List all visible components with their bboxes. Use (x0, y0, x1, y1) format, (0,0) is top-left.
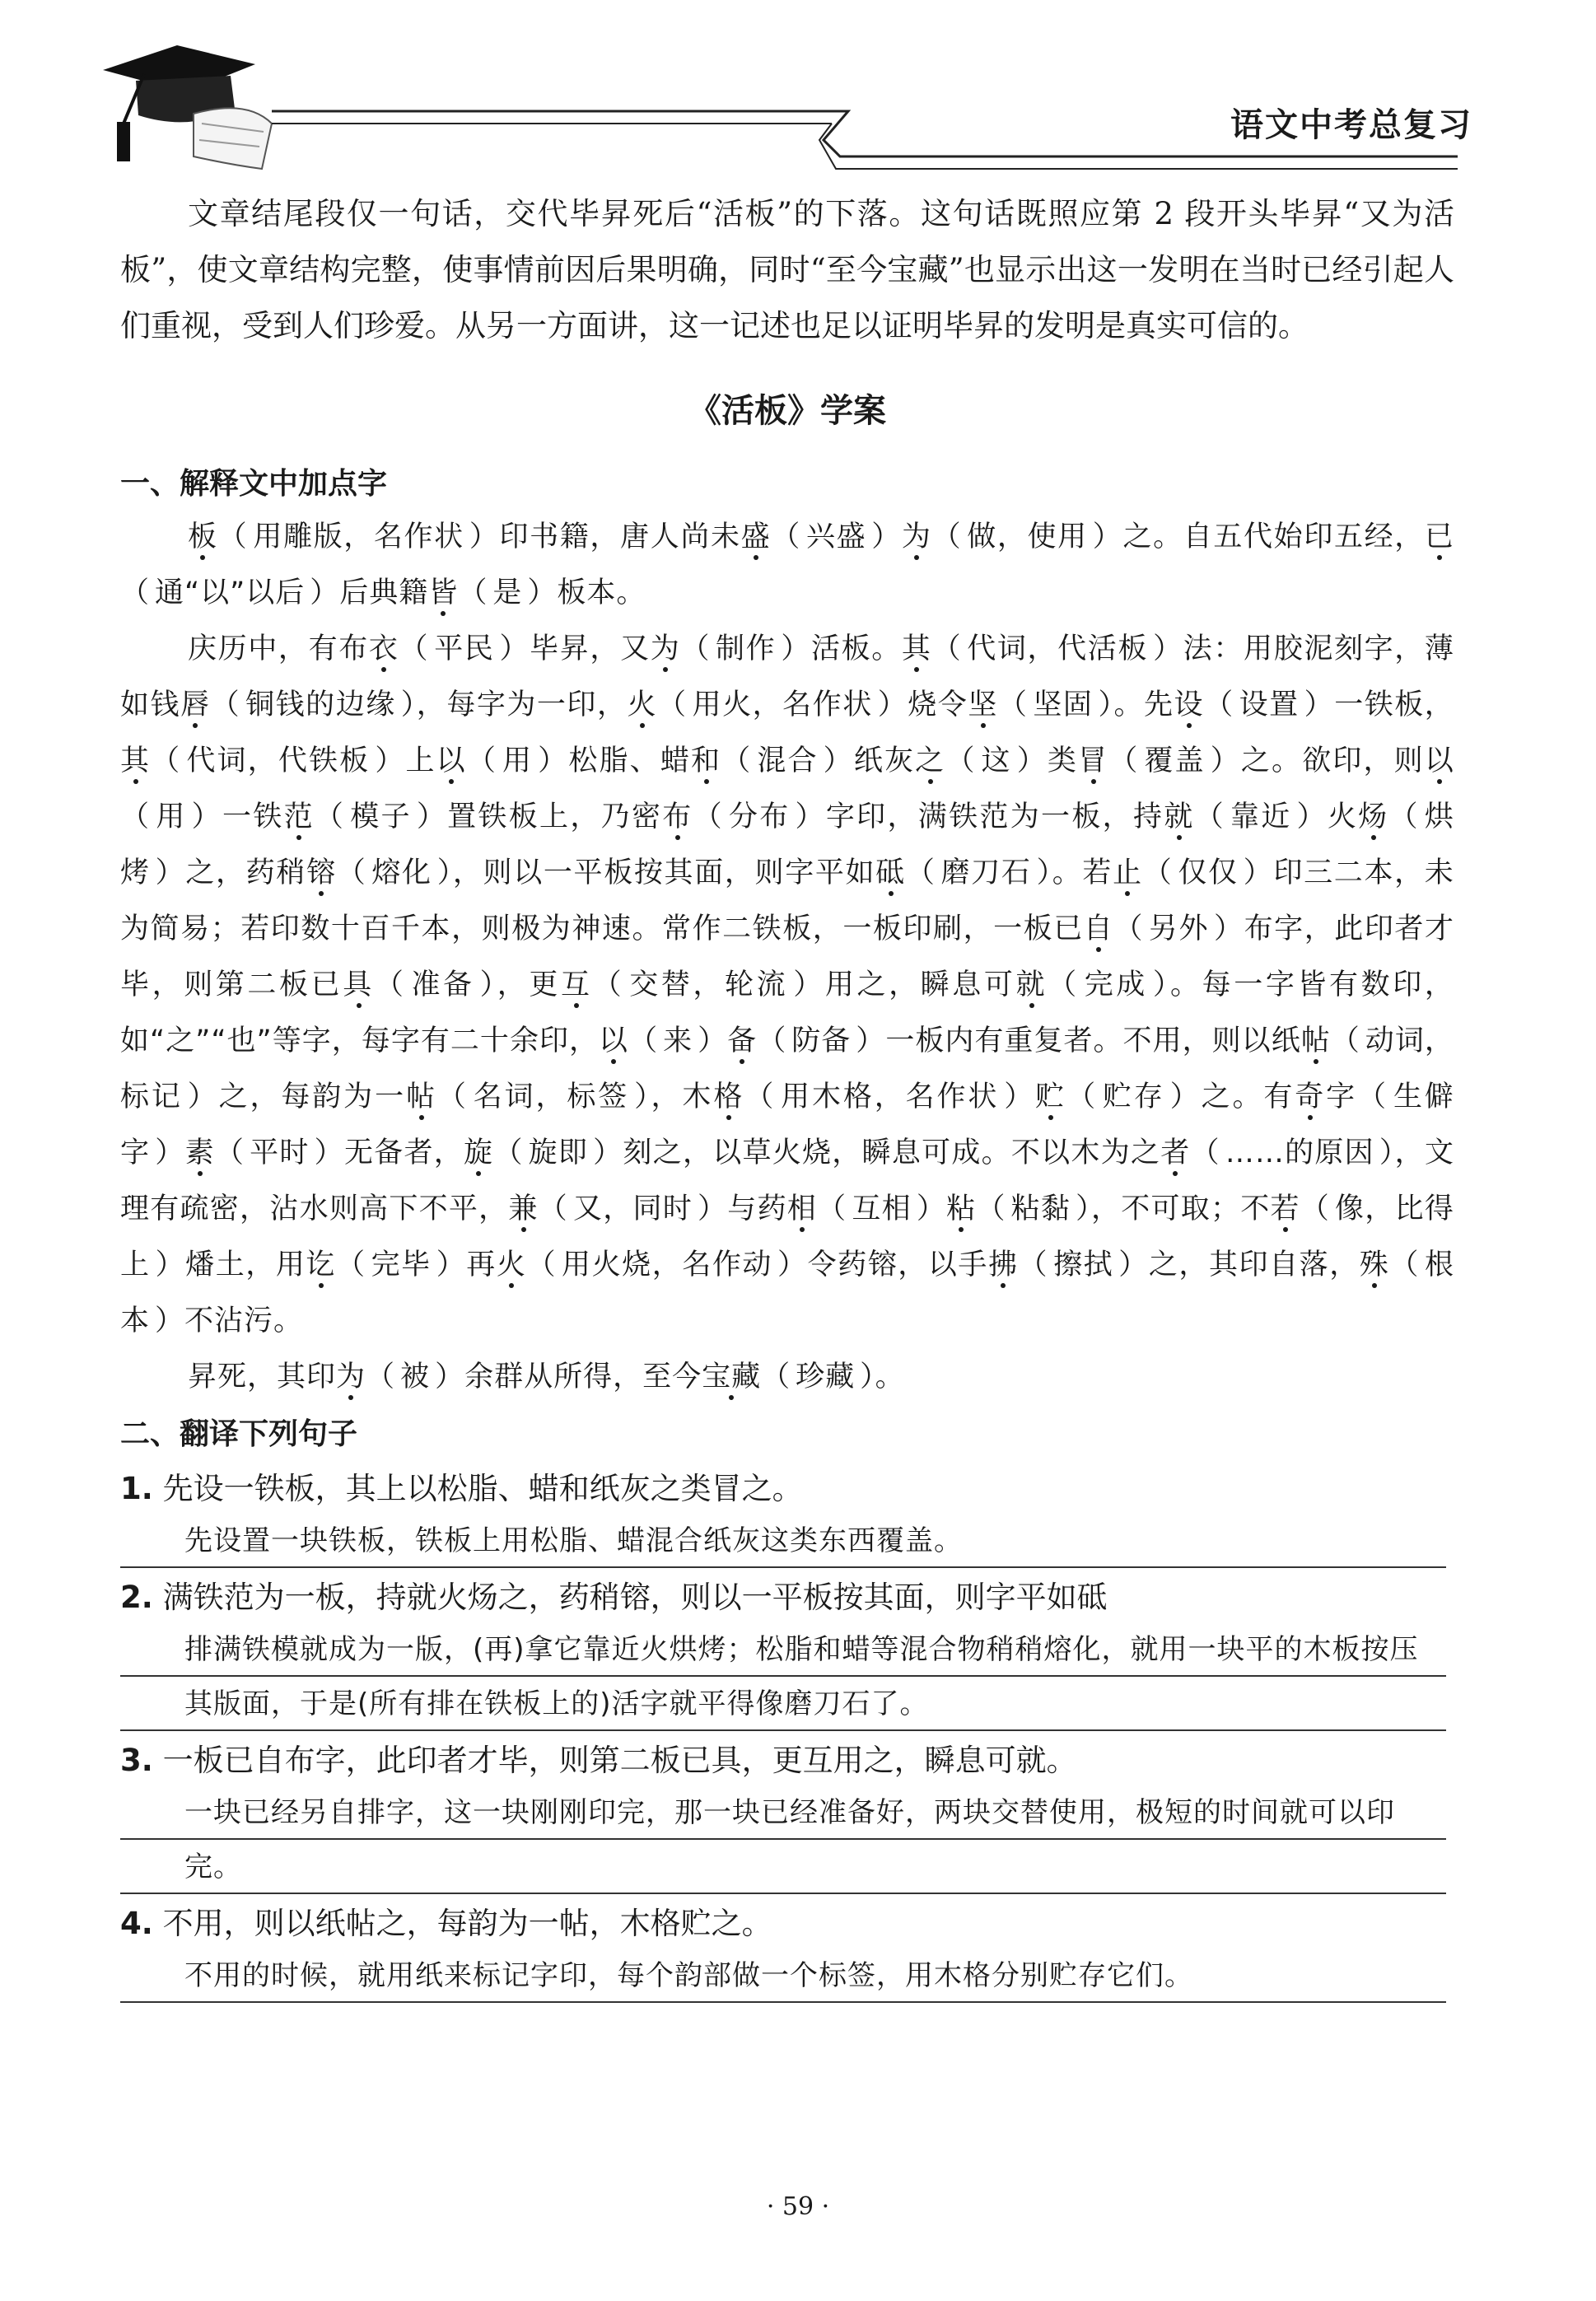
filled-answer: 代词，代铁板 (186, 744, 371, 777)
filled-answer: 根本 (120, 1249, 1454, 1337)
filled-answer: 平时 (250, 1136, 310, 1169)
question-number: 2. (120, 1580, 153, 1615)
filled-answer: 这 (981, 744, 1012, 777)
filled-answer: 通“以”以后 (155, 576, 306, 609)
text-segment: 再 (466, 1249, 497, 1281)
section1-para2 (120, 621, 1454, 1349)
text-segment: 纸灰 (853, 744, 916, 777)
answer-blank: （ 准备 ） (374, 968, 497, 1001)
dotted-char: 设 (1174, 688, 1205, 721)
filled-answer: 完成 (1084, 968, 1148, 1001)
dotted-char: 帖 (405, 1080, 437, 1113)
question-text: 一板已自布字，此印者才毕，则第二板已具，更互用之，瞬息可就。 (162, 1743, 1077, 1778)
answer-blank: （ 平时 ） (214, 1136, 344, 1169)
filled-answer: 交替，轮流 (629, 968, 789, 1001)
filled-answer: 用火烧，名作动 (562, 1249, 772, 1281)
text-segment: ，更 (497, 968, 561, 1001)
filled-answer: 贮存 (1102, 1080, 1165, 1113)
question-text: 满铁范为一板，持就火炀之，药稍镕，则以一平板按其面，则字平如砥 (162, 1580, 1108, 1615)
dotted-char: 已 (1424, 520, 1454, 553)
dotted-char: 之 (915, 744, 946, 777)
text-segment: 之，其印自落， (1148, 1249, 1360, 1281)
text-segment: 印书籍，唐人尚未 (499, 520, 741, 553)
filled-answer: 生僻字 (120, 1080, 1454, 1169)
answer-blank: （ 根本 ） (120, 1249, 1454, 1337)
text-segment: 字 (1326, 1080, 1358, 1113)
dotted-char: 格 (713, 1080, 745, 1113)
text-segment: 用之，瞬息可 (824, 968, 1016, 1001)
dotted-char: 炀 (1358, 800, 1389, 833)
book-title: 语文中考总复习 (1230, 105, 1472, 144)
answer-blank: （ 另外 ） (1113, 912, 1244, 945)
filled-answer: 珍藏 (796, 1361, 856, 1393)
answer-text: 不用的时候，就用纸来标记字印，每个韵部做一个标签，用木格分别贮存它们。 (120, 1949, 1446, 2003)
filled-answer: 被 (400, 1361, 431, 1393)
dotted-char: 贮 (1035, 1080, 1067, 1113)
answer-blank: （ 名词，标签 ） (436, 1080, 651, 1113)
filled-answer: 熔化 (371, 856, 432, 889)
filled-answer: 用木格，名作状 (781, 1080, 1000, 1113)
section1-para1 (120, 509, 1454, 621)
filled-answer: 代词，代活板 (967, 632, 1149, 665)
text-segment: 印三二本，未为简易；若印数十百千本，则极为神速。常作二铁板，一板印刷，一板已 (120, 856, 1454, 945)
answer-blank: （ 用 ） (120, 800, 222, 833)
text-segment: 刻之，以草火烧，瞬息可成。不以木为之 (623, 1136, 1161, 1169)
text-segment: 余群从所得，至今 (464, 1361, 702, 1393)
dotted-char: 互 (561, 968, 593, 1001)
answer-blank: （ 防备 ） (757, 1024, 886, 1057)
filled-answer: 靠近 (1230, 800, 1292, 833)
answer-blank: （ 用木格，名作状 ） (744, 1080, 1036, 1113)
answer-blank: （ 模子 ） (314, 800, 448, 833)
filled-answer: 用雕版，名作状 (253, 520, 464, 553)
filled-answer: 用 (156, 800, 187, 833)
answer-text: 一块已经另自排字，这一块刚刚印完，那一块已经准备好，两块交替使用，极短的时间就可以印完。 (120, 1785, 1446, 1894)
dotted-char: 衣 (368, 632, 399, 665)
dotted-char: 布 (662, 800, 693, 833)
answer-blank: （ 珍藏 ） (761, 1361, 875, 1393)
dotted-char: 和 (691, 744, 722, 777)
text-segment: 之。欲印，则 (1240, 744, 1425, 777)
answer-blank: （ 坚固 ） (997, 688, 1114, 721)
dotted-char: 坚 (968, 688, 998, 721)
answer-blank: （ 这 ） (945, 744, 1048, 777)
text-segment: 之，每韵为一 (218, 1080, 406, 1113)
section1-para3 (120, 1349, 1454, 1405)
filled-answer: 防备 (791, 1024, 852, 1057)
question-number: 3. (120, 1743, 153, 1778)
dotted-char: 兼 (508, 1193, 539, 1225)
dotted-char: 就 (1164, 800, 1195, 833)
text-segment: 。若 (1052, 856, 1113, 889)
filled-answer: 兴盛 (805, 520, 867, 553)
answer-blank: （ 做，使用 ） (931, 520, 1123, 553)
dotted-char: 火 (496, 1249, 527, 1281)
question-number: 4. (120, 1906, 153, 1941)
filled-answer: 擦拭 (1053, 1249, 1114, 1281)
translation-item (120, 1736, 1454, 1894)
text-segment: ，木 (651, 1080, 714, 1113)
filled-answer: 粘黏 (1010, 1193, 1071, 1225)
dotted-char: 具 (343, 968, 375, 1001)
text-segment: 。每一字皆有数印，如“之”“也”等字，每字有二十余印， (120, 968, 1454, 1057)
answer-blank: （ 烘烤 ） (120, 800, 1454, 889)
graduation-cap-icon (103, 45, 272, 169)
dotted-char: 火 (627, 688, 658, 721)
dotted-char: 宝藏 (702, 1361, 762, 1393)
answer-blank: （ 是 ） (458, 576, 558, 609)
dotted-char: 讫 (306, 1249, 336, 1281)
text-segment: 板本。 (557, 576, 646, 609)
text-segment: 一板内有重复者。不用，则以纸 (885, 1024, 1301, 1057)
dotted-char: 唇 (180, 688, 211, 721)
text-segment: 之。有 (1201, 1080, 1295, 1113)
answer-blank: （ 用雕版，名作状 ） (217, 520, 500, 553)
answer-blank: （ 代词，代铁板 ） (151, 744, 406, 777)
dotted-char: 范 (283, 800, 315, 833)
answer-blank: （ 生僻字 ） (120, 1080, 1454, 1169)
text-segment: 活板。 (810, 632, 902, 665)
dotted-char: 以 (1424, 744, 1454, 777)
answer-blank: （ 来 ） (628, 1024, 728, 1057)
dotted-char: 止 (1113, 856, 1143, 889)
answer-blank: （ 用火烧，名作动 ） (526, 1249, 808, 1281)
filled-answer: 像，比得上 (120, 1193, 1454, 1281)
dotted-char: 镕 (306, 856, 337, 889)
text-segment: 法：用胶泥刻字，薄如钱 (120, 632, 1454, 721)
dotted-char: 板 (188, 520, 218, 553)
filled-answer: 来 (663, 1024, 693, 1057)
filled-answer: 铜钱的边缘 (245, 688, 396, 721)
filled-answer: 做，使用 (967, 520, 1088, 553)
filled-answer: 混合 (757, 744, 819, 777)
intro-paragraph: 文章结尾段仅一句话，交代毕昇死后“活板”的下落。这句话既照应第 2 段开头毕昇“又为活板”，使文章结构完整，使事情前因后果明确，同时“至今宝藏”也显示出这一发明在当时已经引起人们重视，受到人们珍爱。从另一方面讲，这一记述也足以证明毕昇的发明是真实可信的。 (120, 196, 1454, 343)
text-segment: 布字，此印者才毕，则第二板已 (120, 912, 1454, 1001)
answer-blank: （ 用火，名作状 ） (657, 688, 908, 721)
answer-blank: （ 仅仅 ） (1142, 856, 1274, 889)
dotted-char: 帖 (1300, 1024, 1331, 1057)
dotted-char: 为 (901, 520, 932, 553)
dotted-char: 盛 (740, 520, 772, 553)
dotted-char: 以 (436, 744, 467, 777)
answer-blank: （ 完成 ） (1048, 968, 1171, 1001)
dotted-char: 为 (336, 1361, 366, 1393)
dotted-char: 素 (184, 1136, 215, 1169)
dotted-char: 相 (786, 1193, 818, 1225)
translation-list (120, 1464, 1454, 2003)
answer-blank: （ 粘黏 ） (976, 1193, 1091, 1225)
dotted-char: 自 (1083, 912, 1114, 945)
text-segment: 不沾污。 (184, 1305, 304, 1337)
page-number: · 59 · (766, 2192, 830, 2221)
text-segment: 令药镕，以手 (807, 1249, 988, 1281)
filled-answer: 分布 (728, 800, 791, 833)
answer-blank: （ 被 ） (366, 1361, 465, 1393)
translation-item (120, 1464, 1454, 1568)
filled-answer: 模子 (350, 800, 412, 833)
dotted-char: 拂 (987, 1249, 1019, 1281)
filled-answer: 互相 (852, 1193, 912, 1225)
answer-blank: （ 像，比得上 ） (120, 1193, 1454, 1281)
answer-blank: （ 分布 ） (693, 800, 826, 833)
text-segment: 。 (875, 1361, 905, 1393)
text-segment: 庆历中，有布 (188, 632, 369, 665)
dotted-char: 其 (901, 632, 932, 665)
question-text: 先设一铁板，其上以松脂、蜡和纸灰之类冒之。 (162, 1471, 803, 1506)
text-segment: 之，药稍 (185, 856, 307, 889)
answer-blank: （ ……的原因 ） (1190, 1136, 1395, 1169)
dotted-char: 为 (650, 632, 681, 665)
answer-blank: （ 旋即 ） (493, 1136, 623, 1169)
translation-item (120, 1573, 1454, 1731)
filled-answer: 平民 (434, 632, 495, 665)
text-segment: 昇死，其印 (188, 1361, 337, 1393)
text-segment: 置铁板上，乃密 (447, 800, 663, 833)
question-text: 不用，则以纸帖之，每韵为一帖，木格贮之。 (162, 1906, 772, 1941)
text-segment: 火 (1327, 800, 1359, 833)
answer-blank: （ 靠近 ） (1194, 800, 1328, 833)
answer-blank: （ 互相 ） (817, 1193, 947, 1225)
text-segment: 类 (1047, 744, 1079, 777)
filled-answer: 用火，名作状 (692, 688, 873, 721)
dotted-char: 粘 (946, 1193, 977, 1225)
filled-answer: 动词，标记 (120, 1024, 1454, 1113)
answer-blank: （ 擦拭 ） (1018, 1249, 1149, 1281)
text-segment: 无备者， (343, 1136, 464, 1169)
dotted-char: 旋 (464, 1136, 494, 1169)
text-segment: 与药 (727, 1193, 787, 1225)
filled-answer: 旋即 (528, 1136, 589, 1169)
filled-answer: 又，同时 (572, 1193, 693, 1225)
doc-title: 《活板》学案 (688, 392, 886, 430)
text-segment: ，不可取；不 (1090, 1193, 1271, 1225)
dotted-char: 以 (599, 1024, 629, 1057)
text-segment: 之。自五代始印五经， (1122, 520, 1425, 553)
dotted-char: 殊 (1359, 1249, 1390, 1281)
filled-answer: 覆盖 (1144, 744, 1206, 777)
answer-blank: （ 贮存 ） (1066, 1080, 1202, 1113)
filled-answer: 制作 (716, 632, 777, 665)
text-segment: 上 (405, 744, 436, 777)
text-segment: ，每字为一印， (416, 688, 628, 721)
filled-answer: 完毕 (371, 1249, 432, 1281)
filled-answer: 准备 (411, 968, 475, 1001)
header-decoration (0, 0, 1596, 189)
answer-blank: （ 动词，标记 ） (120, 1024, 1454, 1113)
answer-blank: （ 设置 ） (1204, 688, 1335, 721)
text-segment: ，文理有疏密，沾水则高下不平， (120, 1136, 1454, 1225)
dotted-char: 皆 (428, 576, 459, 609)
answer-blank: （ 混合 ） (721, 744, 854, 777)
answer-blank: （ 又，同时 ） (538, 1193, 728, 1225)
filled-answer: ……的原因 (1225, 1136, 1374, 1169)
text-segment: 毕昇，又 (530, 632, 651, 665)
answer-blank: （ 覆盖 ） (1108, 744, 1241, 777)
dotted-char: 就 (1015, 968, 1048, 1001)
text-segment: 一铁 (222, 800, 284, 833)
dotted-char: 备 (727, 1024, 758, 1057)
section1-heading: 一、解释文中加点字 (120, 467, 388, 501)
translation-item (120, 1899, 1454, 2003)
dotted-char: 奇 (1295, 1080, 1327, 1113)
filled-answer: 另外 (1148, 912, 1210, 945)
answer-blank: （ 兴盛 ） (771, 520, 902, 553)
filled-answer: 是 (492, 576, 523, 609)
answer-text: 先设置一块铁板，铁板上用松脂、蜡混合纸灰这类东西覆盖。 (120, 1514, 1446, 1568)
text-segment: ，则以一平板按其面，则字平如 (452, 856, 876, 889)
filled-answer: 仅仅 (1178, 856, 1239, 889)
text-segment: 一铁板， (1334, 688, 1454, 721)
answer-blank: （ 平民 ） (399, 632, 530, 665)
section2-heading: 二、翻译下列句子 (120, 1417, 358, 1451)
dotted-char: 砥 (875, 856, 906, 889)
answer-text: 排满铁模就成为一版，(再)拿它靠近火烘烤；松脂和蜡等混合物稍稍熔化，就用一块平的木板按压其版面，于是(所有排在铁板上的)活字就平得像磨刀石了。 (120, 1622, 1446, 1731)
answer-blank: （ 代词，代活板 ） (931, 632, 1183, 665)
page-header (0, 0, 1596, 189)
text-segment: 字印，满铁范为一板，持 (825, 800, 1164, 833)
answer-blank: （ 通“以”以后 ） (120, 576, 340, 609)
filled-answer: 烘烤 (120, 800, 1454, 889)
filled-answer: 坚固 (1033, 688, 1094, 721)
dotted-char: 冒 (1078, 744, 1109, 777)
dotted-char: 其 (120, 744, 152, 777)
answer-blank: （ 制作 ） (680, 632, 811, 665)
main-content (120, 186, 1454, 2003)
answer-blank: （ 用 ） (466, 744, 569, 777)
answer-blank: （ 磨刀石 ） (905, 856, 1052, 889)
answer-blank: （ 交替，轮流 ） (592, 968, 825, 1001)
answer-blank: （ 熔化 ） (336, 856, 453, 889)
filled-answer: 用 (502, 744, 534, 777)
text-segment: 燔土，用 (185, 1249, 306, 1281)
filled-answer: 磨刀石 (940, 856, 1032, 889)
answer-blank: （ 完毕 ） (336, 1249, 467, 1281)
text-segment: 。先 (1113, 688, 1174, 721)
filled-answer: 设置 (1239, 688, 1300, 721)
answer-blank: （ 铜钱的边缘 ） (210, 688, 417, 721)
question-number: 1. (120, 1471, 153, 1506)
dotted-char: 者 (1160, 1136, 1191, 1169)
text-segment: 松脂、蜡 (568, 744, 691, 777)
text-segment: 烧令 (908, 688, 968, 721)
filled-answer: 名词，标签 (473, 1080, 630, 1113)
text-segment: 后典籍 (339, 576, 429, 609)
dotted-char: 若 (1270, 1193, 1300, 1225)
